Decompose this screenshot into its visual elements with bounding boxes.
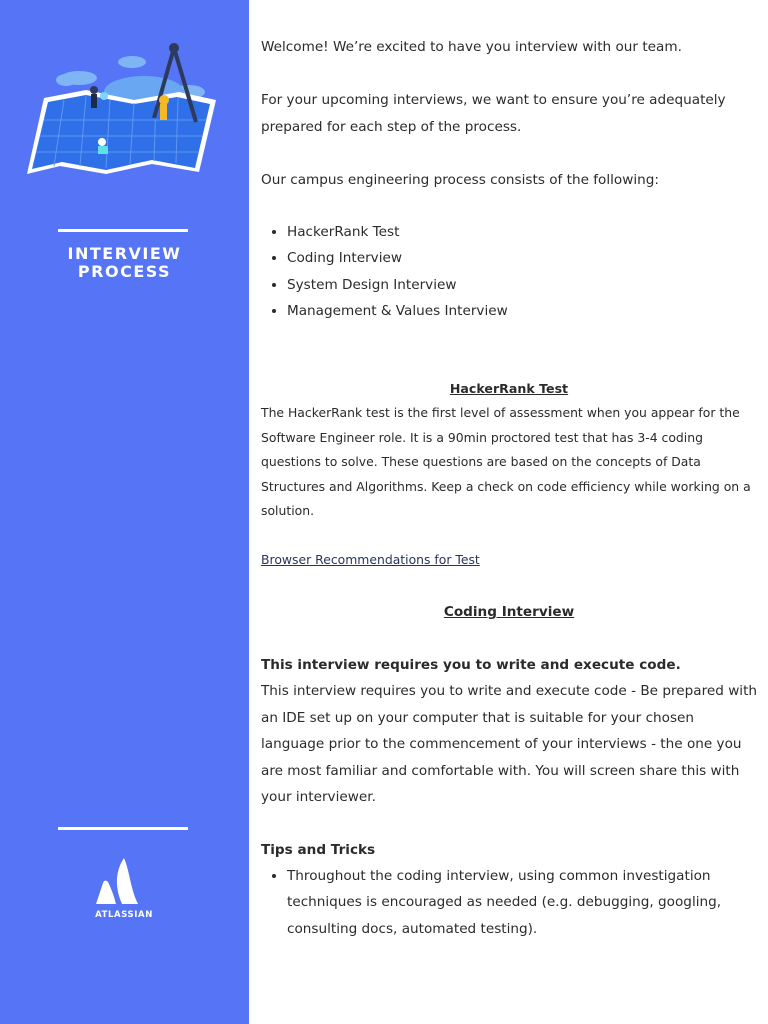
browser-recommendations-paragraph xyxy=(261,548,761,573)
intro-text: For your upcoming interviews, we want to ensure you’re adequately prepared for each step of the process. xyxy=(261,92,726,135)
list-item: • System Design Interview xyxy=(287,272,761,298)
hackerrank-body: The HackerRank test is the first level of assessment when you appear for the Software Engineer role. It is a 90min proctored test that has 3-4 coding questions to solve. These questions are based on the concepts of Data Structures and Algorithms. Keep a check on code efficiency while working on a solution. xyxy=(261,405,751,518)
atlassian-logo xyxy=(91,856,157,926)
hackerrank-heading: HackerRank Test xyxy=(449,381,569,396)
sidebar-title-line2: PROCESS xyxy=(77,262,172,281)
sidebar xyxy=(0,0,249,1024)
process-steps-list xyxy=(261,219,761,324)
sidebar-divider-bottom xyxy=(58,827,188,830)
map-compass-illustration xyxy=(24,40,224,180)
sidebar-title-line1: INTERVIEW xyxy=(67,244,182,263)
welcome-text: Welcome! We’re excited to have you interview with our team. xyxy=(261,39,682,55)
process-intro-text: Our campus engineering process consists of the following: xyxy=(261,172,659,188)
atlassian-logo-text: ATLASSIAN xyxy=(95,910,153,920)
coding-subheading: This interview requires you to write and execute code. xyxy=(261,657,681,673)
coding-body: This interview requires you to write and execute code - Be prepared with an IDE set up on your computer that is suitable for your chosen language prior to the commencement of your interviews - the one you are most familiar and comfortable with. You will screen share this with your interviewer. xyxy=(261,683,758,805)
sidebar-title xyxy=(0,245,249,281)
list-item: • Throughout the coding interview, using common investigation techniques is encouraged as needed (e.g. debugging, googling, consulting docs, automated testing). xyxy=(287,863,761,942)
list-item: • Coding Interview xyxy=(287,245,761,271)
atlassian-mark-icon xyxy=(94,856,154,908)
browser-recommendations-link[interactable]: Browser Recommendations for Test xyxy=(261,552,480,567)
tips-list xyxy=(261,863,761,942)
coding-heading: Coding Interview xyxy=(443,604,575,620)
list-item: • Management & Values Interview xyxy=(287,298,761,324)
sidebar-divider-top xyxy=(58,229,188,232)
list-item: • HackerRank Test xyxy=(287,219,761,245)
tips-heading: Tips and Tricks xyxy=(261,842,376,858)
